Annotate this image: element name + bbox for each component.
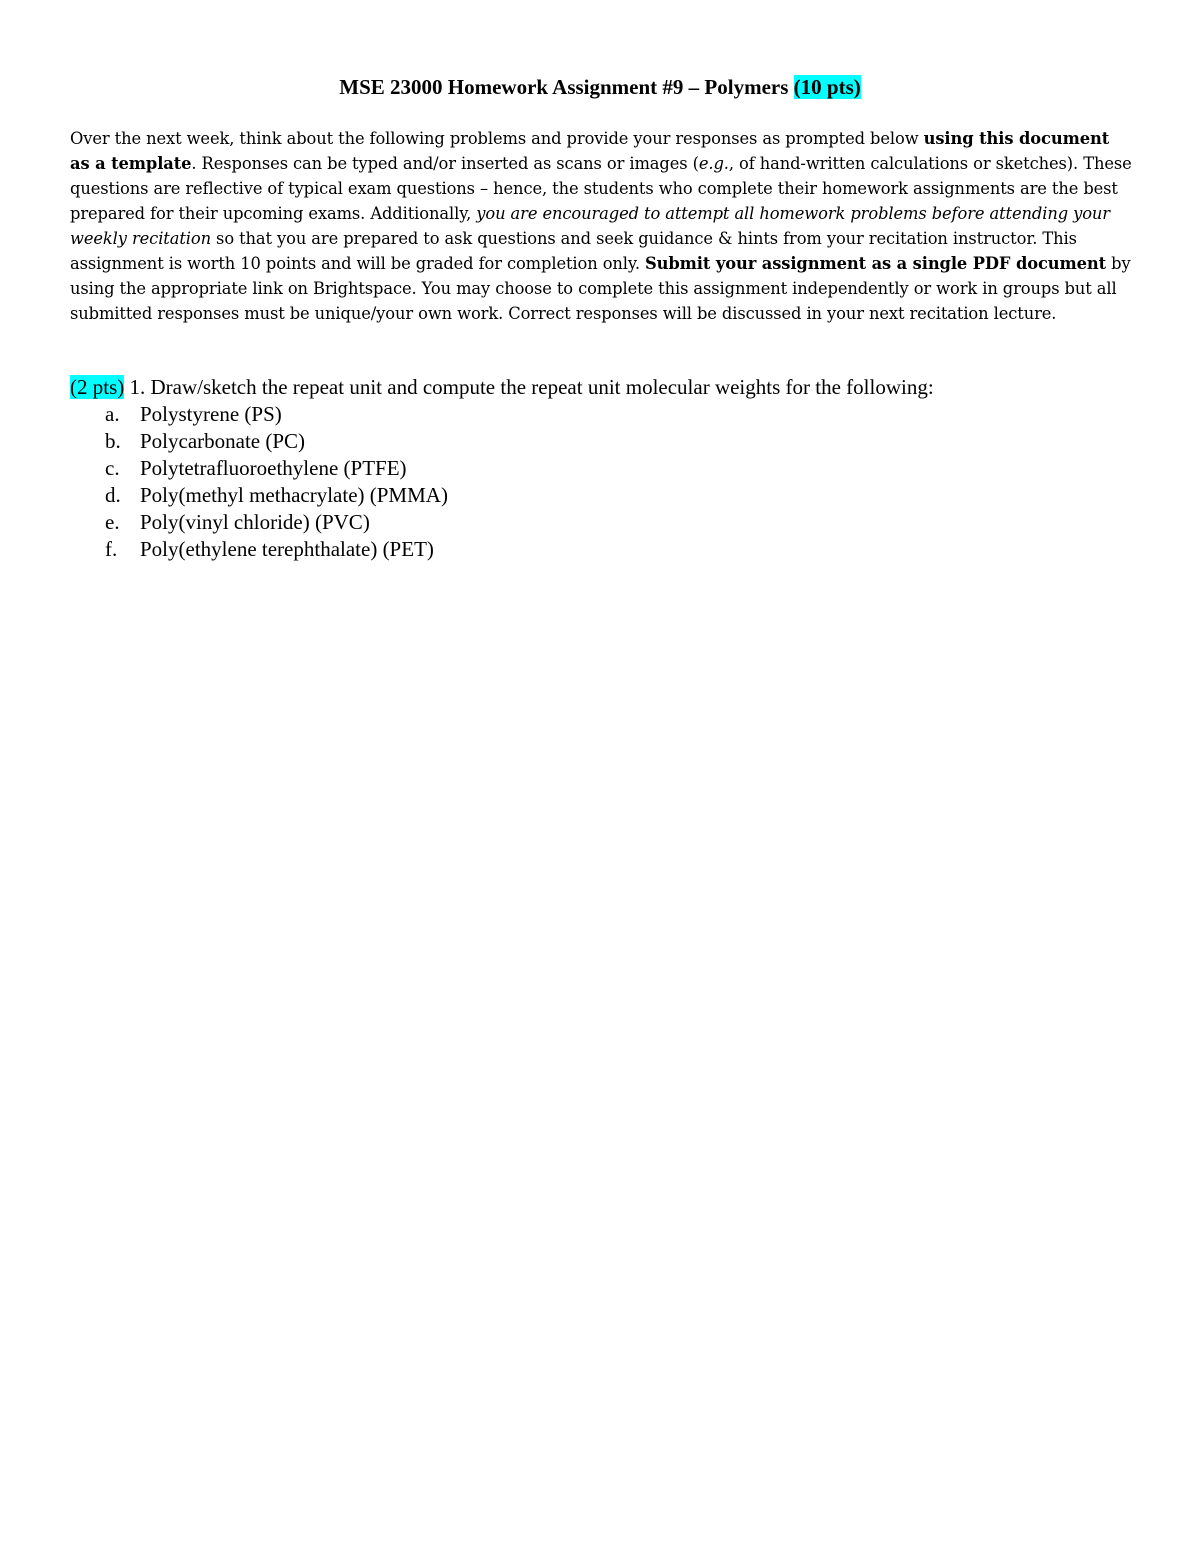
intro-italic-encouraged: you are encouraged to attempt all homework problems before attending your weekly recitation — [70, 204, 1110, 248]
list-item-text: Poly(methyl methacrylate) (PMMA) — [140, 483, 448, 507]
list-item-text: Polycarbonate (PC) — [140, 429, 306, 453]
list-item-marker: f. — [105, 537, 118, 561]
intro-text-1: Over the next week, think about the following problems and provide your responses as prompted below — [70, 129, 924, 148]
list-item-marker: e. — [105, 510, 120, 534]
list-item — [0, 455, 1200, 482]
question-1-list — [0, 401, 1200, 563]
intro-bold-template: using this document as a template — [70, 129, 1110, 173]
list-item-text: Polystyrene (PS) — [140, 402, 282, 426]
intro-text-2: . Responses can be typed and/or inserted as scans or images ( — [191, 154, 699, 173]
intro-italic-eg: e.g. — [698, 154, 729, 173]
question-1-points-highlight: (2 pts) — [70, 375, 125, 399]
list-item — [0, 509, 1200, 536]
title-points-highlight: (10 pts) — [793, 75, 861, 99]
question-1-text: 1. Draw/sketch the repeat unit and compute the repeat unit molecular weights for the following: — [124, 375, 934, 399]
list-item — [0, 536, 1200, 563]
list-item-marker: b. — [105, 429, 121, 453]
title-text: MSE 23000 Homework Assignment #9 – Polymers — [339, 75, 794, 99]
list-item-text: Poly(vinyl chloride) (PVC) — [140, 510, 370, 534]
list-item-marker: c. — [105, 456, 120, 480]
intro-text-4: so that you are prepared to ask questions and seek guidance & hints from your recitation instructor. This assignment is worth 10 points and will be graded for completion only. — [70, 229, 1077, 273]
intro-text-3: , of hand-written calculations or sketches). These questions are reflective of typical exam questions – hence, the students who complete their homework assignments are the best prepared for their upcoming exams. Additionally, — [70, 154, 1132, 223]
list-item — [0, 428, 1200, 455]
intro-text-5: by using the appropriate link on Brightspace. You may choose to complete this assignment independently or work in groups but all submitted responses must be unique/your own work. Correct responses will be discussed in your next recitation lecture. — [70, 254, 1131, 323]
list-item-marker: a. — [105, 402, 120, 426]
intro-paragraph — [70, 126, 1134, 326]
intro-bold-submit: Submit your assignment as a single PDF document — [644, 254, 1107, 273]
list-item-text: Poly(ethylene terephthalate) (PET) — [140, 537, 434, 561]
page-title — [0, 74, 1200, 100]
list-item — [0, 401, 1200, 428]
list-item-marker: d. — [105, 483, 121, 507]
question-1 — [70, 374, 1150, 401]
list-item-text: Polytetrafluoroethylene (PTFE) — [140, 456, 407, 480]
list-item — [0, 482, 1200, 509]
